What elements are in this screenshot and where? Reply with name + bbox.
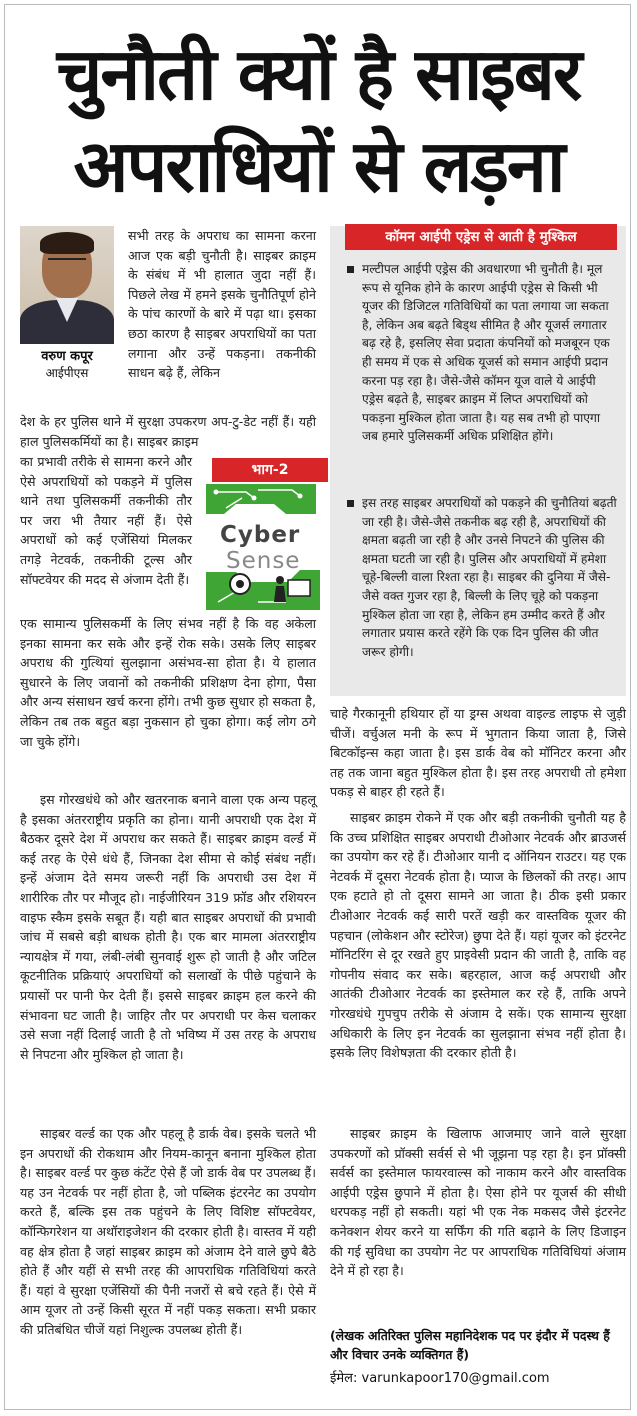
author-photo (20, 226, 114, 344)
logo-word-sense: Sense (226, 548, 301, 574)
sidebar-bullet-1-text: मल्टीपल आईपी एड्रेस की अवधारणा भी चुनौती है। मूल रूप से यूनिक होने के कारण आईपी एड्रेस से किसी भी यूजर की डिजिटल गतिविधियों का पता लगाया जा सकता है, लेकिन अब बढ़ते बिड्थ सीमित है और यूजर्स लगातार बढ़ रहे है, इसलिए सेवा प्रदाता कंपनियों को मजबूरन एक ही समय में एक से अधिक यूजर्स को समान आईपी प्रदान करना पड़ रहा है। जैसे-जैसे कॉमन यूज वाले ये आईपी एड्रेस बढ़ते है, साइबर क्राइम में लिप्त अपराधियों को पकड़ना मुश्किल होता जाता है। यह सब तभी हो पाएगा जब हमारे पुलिसकर्मी अधिक प्रशिक्षित होंगे। (362, 262, 610, 444)
sidebar-title: कॉमन आईपी एड्रेस से आती है मुश्किल (345, 224, 617, 250)
bullet-square-icon (347, 266, 354, 273)
paragraph-2: इस गोरखधंधे को और खतरनाक बनाने वाला एक अन्य पहलू है इसका अंतरराष्ट्रीय प्रकृति का होना। यानी अपराधी एक देश में बैठकर दूसरे देश में अपराध कर सकते हैं। साइबर क्राइम वर्ल्ड में कई तरह के ऐसे धंधे हैं, जिनका देश सीमा से कोई संबंध नहीं। इन्हें अंजाम देते समय जरूरी नहीं कि अपराधी उस देश में शारीरिक तौर पर मौजूद हो। नाईजीरियन 319 फ्रॉड और रशियरन वाइफ स्कैम इसके सबूत हैं। यही बात साइबर अपराधों की प्रभावी जांच में सबसे बड़ी बाधक होती है। एक बार मामला अंतरराष्ट्रीय न्यायक्षेत्र में गया, लंबी-लंबी सुनवाई शुरू हो जाती है और जटिल कूटनीतिक प्रक्रियाएं अपराधियों को सलाखों के पीछे पहुंचाने के प्रयासों पर पानी फेर देती हैं। इससे साइबर क्राइम हल करने की संभावना घट जाती है। जाहिर तौर पर अपराधी पर केस चलाकर उसे सजा नहीं दिलाई जाती है तो भविष्य में उस तरह के अपराध से निपटना और मुश्किल हो जाता है। (20, 792, 316, 1062)
column-2-paragraph-2: साइबर क्राइम रोकने में एक और बड़ी तकनीकी चुनौती यह है कि उच्च प्रशिक्षित साइबर अपराधी टीओआर नेटवर्क और ब्राउजर्स का उपयोग कर रहे हैं। टीओआर यानी द ऑनियन राउटर। यह एक नेटवर्क में दूसरा नेटवर्क होता है। प्याज के छिलकों की तरह। आप एक हटाते हो तो दूसरा सामने आ जाता है। ठीक इसी प्रकार टीओआर नेटवर्क कई सारी परतें खड़ी कर वास्तविक यूजर की पहचान (लोकेशन और स्टोरेज) छुपा देते हैं। यहां यूजर को इंटरनेट मॉनिटरिंग से दूर रखते हुए प्राइवेसी प्रदान की जाती है, ताकि वह गोपनीय संवाद कर सके। बहरहाल, आज कई अपराधी और आतंकी टीओआर नेटवर्क का इस्तेमाल कर रहे हैं, ताकि अपने गोरखधंधे गुपचुप तरीके से अंजाम दे सकें। एक सामान्य सुरक्षा अधिकारी के लिए इन नेटवर्क का सुलझाना संभव नहीं होता है। इसके लिए विशेषज्ञता की दरकार होती है। (330, 810, 626, 1061)
sidebar-bullet-2-text: इस तरह साइबर अपराधियों को पकड़ने की चुनौतियां बढ़ती जा रही है। जैसे-जैसे तकनीक बढ़ रही है, अपराधियों की क्षमता बढ़ती जा रही है और उनसे निपटने की पुलिस की क्षमता घटती जा रही है। पुलिस और अपराधियों में हमेशा चूहे-बिल्ली वाला रिश्ता रहा है। साइबर की दुनिया में जैसे-जैसे वक्त गुजर रहा है, बिल्ली के लिए चूहे को पकड़ना मुश्किल होता जा रहा है, लेकिन हम उम्मीद करते हैं और लगातार प्रयास करते रहेंगे कि एक दिन पुलिस की जीत जरूर होगी। (362, 496, 617, 659)
paragraph-3: साइबर वर्ल्ड का एक और पहलू है डार्क वेब। इसके चलते भी इन अपराधों की रोकथाम और नियम-कानून बनाना मुश्किल होता है। साइबर वर्ल्ड पर कुछ कंटेंट ऐसे हैं जो डार्क वेब पर उपलब्ध हैं। यह उन नेटवर्क पर नहीं होता है, जो पब्लिक इंटरनेट का उपयोग करते हैं, बल्कि इस तक पहुंचने के लिए विशिष्ट सॉफ्टवेयर, कॉन्फिगरेशन या अथॉराइजेशन की दरकार होती है। वास्तव में यही वह क्षेत्र होता है जहां साइबर क्राइम को अंजाम देने वाले छुपे बैठे होते हैं और यहीं से सभी तरह की आपराधिक गतिविधियां करते हैं। यहां वे सुरक्षा एजेंसियों की पैनी नजरों से बचे रहते हैं। ऐसे में आम यूजर तो उन्हें किसी सूरत में नहीं पकड़ सकता। सभी प्रकार की प्रतिबंधित चीजें यहां निशुल्क उपलब्ध होती हैं। (20, 1126, 316, 1337)
email-label: ईमेल: (330, 1371, 358, 1386)
author-designation: आईपीएस (45, 366, 89, 380)
headline-line-2: अपराधियों से लड़ना (73, 124, 564, 208)
part-tag: भाग-2 (212, 458, 328, 482)
column-2-paragraph-3: साइबर क्राइम के खिलाफ आजमाए जाने वाले सुरक्षा उपकरणों को प्रॉक्सी सर्वर्स से भी जूझना पड़ रहा है। इन प्रॉक्सी सर्वर्स का इस्तेमाल फायरवाल्स को नाकाम करने और वास्तविक आईपी एड्रेस छुपाने में होता है। ऐसा होने पर यूजर्स की सीधी धरपकड़ नहीं हो सकती। यहां भी एक नेक मकसद जैसे इंटरनेट कनेक्शन शेयर करने या सर्फिंग की गति बढ़ाने के लिए डिजाइन की गई सुविधा का उपयोग नेट पर आपराधिक गतिविधियां अंजाम देने में हो रहा है। (330, 1126, 626, 1279)
headline-line-1: चुनौती क्यों है साइबर (56, 32, 581, 116)
intro-paragraph: सभी तरह के अपराध का सामना करना आज एक बड़ी चुनौती है। साइबर क्राइम के संबंध में भी हालात जुदा नहीं हैं। पिछले लेख में हमने इसके चुनौतिपूर्ण होने के पांच कारणों के बारे में पढ़ा था। इसका छठा कारण है साइबर अपराधियों का पता लगाना और उन्हें पकड़ना। तकनीकी साधन बढ़े हैं, लेकिन (128, 228, 316, 381)
sidebar-bullet-1 (362, 260, 618, 446)
bullet-square-icon (347, 500, 354, 507)
paragraph-continuation: देश के हर पुलिस थाने में सुरक्षा उपकरण अप-टु-डेट नहीं हैं। यही हाल पुलिसकर्मियों का है। साइबर क्राइम (20, 414, 316, 449)
email-address[interactable]: varunkapoor170@gmail.com (361, 1371, 550, 1386)
author-name: वरुण कपूर (41, 349, 93, 364)
author-byline: (लेखक अतिरिक्त पुलिस महानिदेशक पद पर इंदौर में पदस्थ हैं और विचार उनके व्यक्तिगत हैं) (330, 1328, 610, 1362)
sidebar-bullet-2 (362, 494, 618, 661)
paragraph-1-end: एक सामान्य पुलिसकर्मी के लिए संभव नहीं है कि वह अकेला इनका सामना कर सके और इन्हें रोक सके। उसके लिए साइबर अपराध की गुत्थियां सुलझाना असंभव-सा होता है। ये हालात सुधारने के लिए जवानों को तकनीकी प्रशिक्षण देना होगा, पैसा और अन्य संसाधन खर्च करना होंगे। तभी कुछ सुधार हो सकता है, लेकिन तब तक बहुत बड़ा नुकसान हो चुका होगा। कई लोग ठगे जा चुके होंगे। (20, 616, 316, 749)
column-2-paragraph-1: चाहे गैरकानूनी हथियार हों या ड्रग्स अथवा वाइल्ड लाइफ से जुड़ी चीजें। वर्चुअल मनी के रूप में भुगतान किया जाता है, जिसे बिटकॉइन्स कहा जाता है। इस डार्क वेब को मॉनिटर करना और तह तक जाना बहुत मुश्किल होता है। इस तरह अपराधी तो हमेशा पकड़ से बाहर ही रहते हैं। (330, 706, 626, 800)
paragraph-wrap: का प्रभावी तरीके से सामना करने और ऐसे अपराधियों को पकड़ने में पुलिस थाने तथा पुलिसकर्मी तकनीकी तौर पर जरा भी तैयार नहीं हैं। ऐसे अपराधों को कई एजेंसियां मिलकर तगड़े नेटवर्क, तकनीकी टूल्स और सॉफ्टवेयर की मदद से अंजाम देती हैं। (20, 454, 192, 587)
logo-word-cyber: Cyber (220, 522, 301, 548)
email-line (330, 1368, 626, 1386)
cyber-sense-logo (196, 452, 324, 612)
